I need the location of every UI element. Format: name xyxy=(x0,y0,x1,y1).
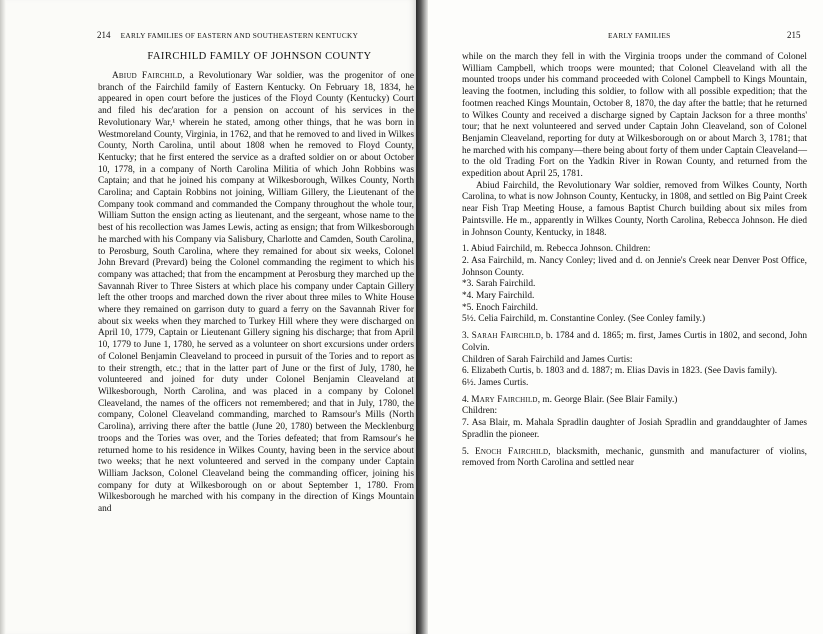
entry-number: 3. xyxy=(462,331,472,342)
entry-text: , m. George Blair. (See Blair Family.) xyxy=(537,394,678,405)
list-item: 6½. James Curtis. xyxy=(462,377,529,388)
list-item: 7. Asa Blair, m. Mahala Spradlin daughter of Josiah Spradlin and granddaughter of James Spradlin the pioneer. xyxy=(462,418,807,440)
running-head-title-right: EARLY FAMILIES xyxy=(608,31,671,40)
list-item: 5½. Celia Fairchild, m. Constantine Conley. (See Conley family.) xyxy=(462,314,706,325)
page-edge xyxy=(0,0,6,634)
left-body-text xyxy=(98,71,414,516)
page-number-left: 214 xyxy=(97,30,111,40)
lead-name: Abiud Fairchild xyxy=(112,71,183,81)
entry-number: 4. xyxy=(462,394,472,405)
list-item: *4. Mary Fairchild. xyxy=(462,291,535,302)
children-heading: Children of Sarah Fairchild and James Curtis: xyxy=(462,354,633,365)
children-heading: Children: xyxy=(462,406,498,417)
page-number-right: 215 xyxy=(787,30,801,40)
entry-name: Sarah Fairchild xyxy=(471,331,541,342)
entry-name: Enoch Fairchild xyxy=(475,446,549,457)
entry-number: 5. xyxy=(462,446,476,457)
right-body-text xyxy=(462,52,807,470)
right-paragraph-2: Abiud Fairchild, the Revolutionary War soldier, removed from Wilkes County, North Carolina, to what is now Johnson County, Kentucky, in 1808, and settled on Big Paint Creek near Fish Trap Meeting House, a famous Baptist Church building about six miles from Paintsville. He m., apparently in Wilkes County, North Carolina, Rebecca Johnson. He died in Johnson County, Kentucky, in 1848. xyxy=(462,180,807,238)
entry-text: , b. 1784 and d. 1865; m. first, James Curtis in 1802, and second, John Colvin. xyxy=(462,331,807,353)
list-item: *3. Sarah Fairchild. xyxy=(462,279,536,290)
list-item: 1. Abiud Fairchild, m. Rebecca Johnson. Children: xyxy=(462,244,651,255)
enoch-entry xyxy=(462,447,807,470)
left-paragraph-body: , a Revolutionary War soldier, was the progenitor of one branch of the Fairchild family of Eastern Kentucky. On February 18, 1834, he appeared in open court before the justices of the Floyd County (Kentucky) Court and filed his dec'aration for a pension on account of his services in the Revolutionary War,¹ wherein he stated, among other things, that he was born in Westmoreland County, Virginia, in 1762, and that he removed to and lived in Wilkes County, North Carolina, until about 1808 when he removed to Floyd County, Kentucky; that he first entered the service as a drafted soldier on or about October 10, 1778, in a company of North Carolina Militia of which John Robbins was Captain; and that he joined his company at Wilkesborough, Wilkes County, North Carolina; and Captain Robbins not joining, William Gillery, the Lieutenant of the Company took command and commanded the Company throughout the whole tour, William Sutton the ensign acting as lieutenant, and the sergeant, whose name to the best of his recollection was James Lewis, acting as ensign; that from Wilkesborough he marched with his Company via Salisbury, Charlotte and Camden, South Carolina, to Perosburg, South Carolina, where they remained for about six weeks, Colonel John Brevard (Prevard) being the Colonel commanding the regiment to which his company was attached; that from the encampment at Perosburg they marched up the Savannah River to Three Sisters at which place his company under Captain Gillery left the other troops and marched down the river about three miles to White House where they remained on garrison duty to guard a ferry on the Savannah River for about six weeks when they marched to Turkey Hill where they were discharged on April 10, 1779, Captain or Lieutenant Gillery signing his discharge; that from April 10, 1779 to June 1, 1780, he served as a volunteer on short excursions under orders of Colonel Benjamin Cleaveland to proceed in pursuit of the Tories and to report as to their strength, etc.; that in the latter part of June or the first of July, 1780, he volunteered and joined for duty under Colonel Benjamin Cleaveland at Wilkesborough, North Carolina, and was placed in a company by Colonel Cleaveland, the names of the officers not remembered; and that in July, 1780, the company, Colonel Cleaveland commanding, marched to Ramsour's Mills (North Carolina), arriving there after the battle (June 20, 1780) between the Mecklenburg troops and the Tories was over, and the Tories defeated; that from Ramsour's he returned home to his residence in Wilkes County, having been in the service about two weeks; that he next volunteered and served in the company under Captain William Jackson, Colonel Cleaveland being the commanding officer, joining his company for duty at Wilkesborough on or about September 1, 1780. From Wilkesborough he marched with his company in the direction of Kings Mountain and xyxy=(98,71,414,515)
list-item: *5. Enoch Fairchild. xyxy=(462,302,538,313)
running-head-title-left: EARLY FAMILIES OF EASTERN AND SOUTHEASTERN KENTUCKY xyxy=(120,31,359,40)
section-title: FAIRCHILD FAMILY OF JOHNSON COUNTY xyxy=(147,51,372,62)
mary-entry xyxy=(462,395,807,407)
book-gutter xyxy=(416,0,428,634)
running-head-left xyxy=(97,30,397,40)
sarah-entry xyxy=(462,331,807,354)
right-paragraph-1: while on the march they fell in with the Virginia troops under the command of Colonel William Campbell, which troops were mounted; that Colonel Cleaveland with all the mounted troops under his command proceeded with Colonel Campbell to Kings Mountain, leaving the footmen, including this soldier, to follow with all possible expedition; that the footmen reached Kings Mountain, October 8, 1870, the day after the battle; that he returned to Wilkes County and received a discharge signed by Captain Jackson for a three months' tour; that he next volunteered and served under Captain John Cleaveland, son of Colonel Benjamin Cleaveland, reporting for duty at Wilkesborough on or about March 3, 1781; that he marched with his company—there being about forty of them under Captain Cleaveland—to the old Trading Fort on the Yadkin River in Rowan County, and returned from the expedition about April 25, 1781. xyxy=(462,52,807,180)
entry-name: Mary Fairchild xyxy=(471,394,538,405)
list-item: 2. Asa Fairchild, m. Nancy Conley; lived and d. on Jennie's Creek near Denver Post Office, Johnson County. xyxy=(462,255,807,278)
entry-text: , blacksmith, mechanic, gunsmith and manufacturer of violins, removed from North Carolina and settled near xyxy=(462,446,808,469)
right-page xyxy=(428,0,823,634)
list-item: 6. Elizabeth Curtis, b. 1803 and d. 1887; m. Elias Davis in 1823. (See Davis family). xyxy=(462,366,778,377)
left-paragraph xyxy=(98,71,414,516)
